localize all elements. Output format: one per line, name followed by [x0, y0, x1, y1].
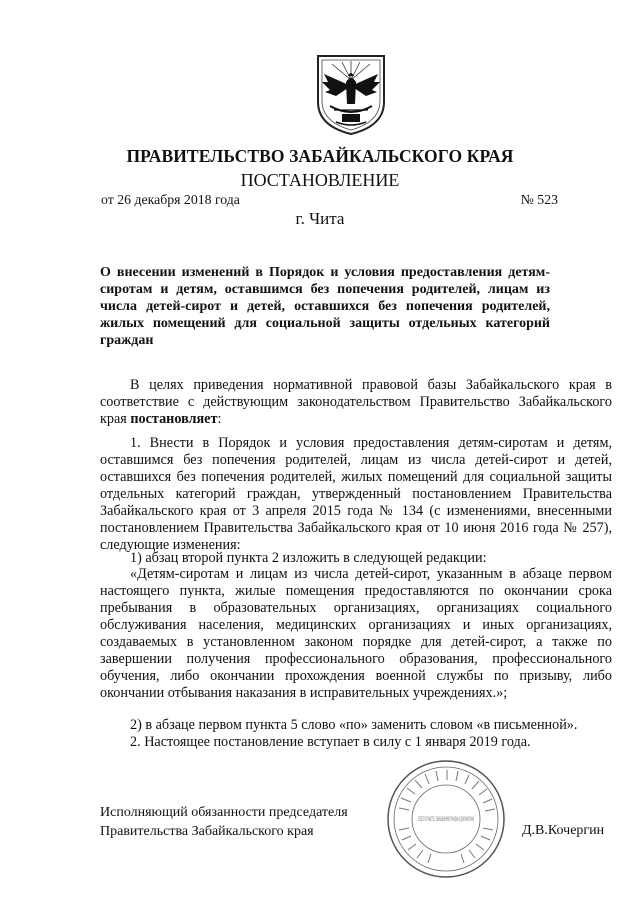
item-1-paragraph: 1. Внести в Порядок и условия предоставления детям-сиротам и детям, оставшимся без попечения родителей, лицам из числа детей-сирот и детей, оставшихся без попечения родителей, жилых помещений для социальной защиты отдельных категорий граждан, утвержденный постановлением Правительства Забайкальского края от 3 апреля 2015 года № 134 (с изменениями, внесенными постановлением Правительства Забайкальского края от 10 июня 2016 года № 257), следующие изменения:: [100, 435, 612, 553]
signatory-position-line-2: Правительства Забайкальского края: [100, 824, 314, 839]
subitem-2-paragraph: 2) в абзаце первом пункта 5 слово «по» заменить словом «в письменной».: [130, 717, 578, 733]
preamble-keyword: постановляет: [130, 411, 218, 427]
document-date: от 26 декабря 2018 года: [101, 192, 240, 207]
document-number: № 523: [520, 192, 558, 207]
preamble-end: :: [217, 411, 222, 427]
government-title: ПРАВИТЕЛЬСТВО ЗАБАЙКАЛЬСКОГО КРАЯ: [126, 146, 514, 166]
signatory-position: [100, 803, 348, 841]
subitem-1-paragraph: 1) абзац второй пункта 2 изложить в следующей редакции:: [130, 550, 487, 566]
official-stamp: [385, 758, 507, 880]
document-heading: О внесении изменений в Порядок и условия предоставления детям-сиротам и детям, оставшимся без попечения родителей, лицам из числа детей-сирот и детей, оставшихся без попечения родителей, жилых помещений для социальной защиты отдельных категорий граждан: [100, 265, 550, 348]
quote-paragraph: «Детям-сиротам и лицам из числа детей-сирот, указанным в абзаце первом настоящего пункта, жилые помещения предоставляются по окончании срока пребывания в образовательных организациях, организациях социального обслуживания населения, медицинских организациях и иных организациях, создаваемых в установленном законом порядке для детей-сирот, а также по завершении получения профессионального образования, профессионального обучения, либо окончании прохождения военной службы по призыву, либо окончании отбывания наказания в исправительных учреждениях.»;: [100, 566, 612, 701]
preamble-paragraph: [100, 377, 612, 428]
stamp-inner-text: ОТДЕЛ ПО РАБОТЕ С ОБРАЩЕНИЯМИ ГРАЖДАН И ДОКУМЕНТАМИ: [418, 816, 474, 823]
signatory-name: Д.В.Кочергин: [522, 823, 605, 838]
coat-of-arms-emblem: [312, 52, 390, 136]
document-type: ПОСТАНОВЛЕНИЕ: [240, 170, 400, 190]
item-2-paragraph: 2. Настоящее постановление вступает в силу с 1 января 2019 года.: [130, 734, 531, 750]
preamble-text: В целях приведения нормативной правовой базы Забайкальского края в соответствие с действующим законодательством Правительство Забайкальского края: [100, 377, 612, 427]
signatory-position-line-1: Исполняющий обязанности председателя: [100, 805, 348, 820]
document-city: г. Чита: [295, 209, 345, 228]
